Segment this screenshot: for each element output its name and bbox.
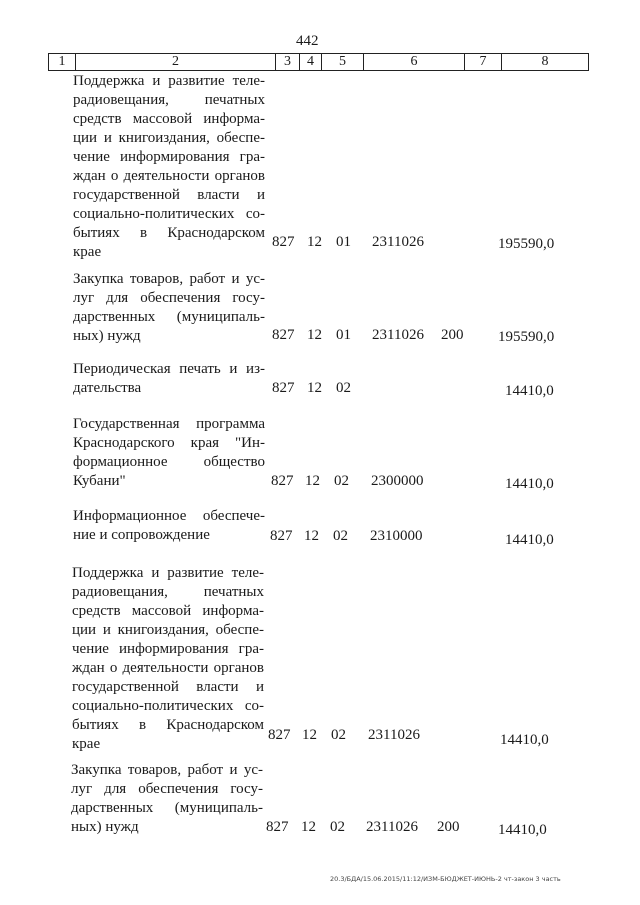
- column-header: 4: [300, 54, 322, 71]
- col-6-value: 2310000: [370, 528, 423, 544]
- row-description: [73, 72, 265, 262]
- col-8-value: 195590,0: [498, 236, 555, 252]
- col-6-value: 2311026: [372, 327, 424, 343]
- col-5-value: 01: [336, 234, 351, 250]
- col-6-value: 2300000: [371, 473, 424, 489]
- desc-line: государственной власти и: [72, 679, 264, 695]
- col-7-value: 200: [437, 819, 460, 835]
- desc-line: крае: [72, 736, 101, 752]
- desc-line: Поддержка и развитие теле-: [73, 73, 265, 89]
- column-header: 6: [364, 54, 465, 71]
- col-4-value: 12: [307, 234, 322, 250]
- col-4-value: 12: [305, 473, 320, 489]
- column-header: 1: [49, 54, 76, 71]
- row-description: [73, 360, 265, 398]
- desc-line: луг для обеспечения госу-: [71, 781, 263, 797]
- col-3-value: 827: [270, 528, 293, 544]
- page-number: 442: [296, 33, 319, 49]
- desc-line: дарственных (муниципаль-: [73, 309, 265, 325]
- desc-line: радиовещания, печатных: [72, 584, 264, 600]
- col-5-value: 02: [334, 473, 349, 489]
- desc-line: формационное общество: [73, 454, 265, 470]
- col-3-value: 827: [266, 819, 289, 835]
- desc-line: ных) нужд: [73, 328, 141, 344]
- col-7-value: 200: [441, 327, 464, 343]
- column-header-row: [48, 53, 589, 71]
- col-6-value: 2311026: [372, 234, 424, 250]
- col-6-value: 2311026: [368, 727, 420, 743]
- desc-line: ждан о деятельности органов: [72, 660, 264, 676]
- desc-line: социально-политических со-: [72, 698, 264, 714]
- col-5-value: 01: [336, 327, 351, 343]
- column-header: 2: [76, 54, 276, 71]
- row-description: [73, 270, 265, 346]
- column-header: 3: [276, 54, 300, 71]
- desc-line: средств массовой информа-: [72, 603, 264, 619]
- col-4-value: 12: [307, 380, 322, 396]
- col-3-value: 827: [271, 473, 294, 489]
- desc-line: государственной власти и: [73, 187, 265, 203]
- col-5-value: 02: [331, 727, 346, 743]
- desc-line: Закупка товаров, работ и ус-: [73, 271, 265, 287]
- desc-line: дательства: [73, 380, 142, 396]
- desc-line: социально-политических со-: [73, 206, 265, 222]
- col-3-value: 827: [272, 327, 295, 343]
- desc-line: дарственных (муниципаль-: [71, 800, 263, 816]
- desc-line: Периодическая печать и из-: [73, 361, 265, 377]
- desc-line: ции и книгоиздания, обеспе-: [73, 130, 265, 146]
- col-4-value: 12: [307, 327, 322, 343]
- desc-line: луг для обеспечения госу-: [73, 290, 265, 306]
- col-4-value: 12: [304, 528, 319, 544]
- col-8-value: 14410,0: [505, 476, 554, 492]
- col-3-value: 827: [268, 727, 291, 743]
- col-3-value: 827: [272, 380, 295, 396]
- col-5-value: 02: [336, 380, 351, 396]
- col-4-value: 12: [302, 727, 317, 743]
- col-8-value: 14410,0: [505, 532, 554, 548]
- desc-line: крае: [73, 244, 102, 260]
- col-8-value: 14410,0: [498, 822, 547, 838]
- desc-line: бытиях в Краснодарском: [73, 225, 265, 241]
- desc-line: Государственная программа: [73, 416, 265, 432]
- desc-line: Поддержка и развитие теле-: [72, 565, 264, 581]
- desc-line: ных) нужд: [71, 819, 139, 835]
- column-header: 8: [502, 54, 589, 71]
- col-3-value: 827: [272, 234, 295, 250]
- desc-line: Краснодарского края "Ин-: [73, 435, 265, 451]
- col-5-value: 02: [333, 528, 348, 544]
- desc-line: бытиях в Краснодарском: [72, 717, 264, 733]
- col-8-value: 14410,0: [500, 732, 549, 748]
- column-header: 7: [465, 54, 502, 71]
- desc-line: ции и книгоиздания, обеспе-: [72, 622, 264, 638]
- desc-line: радиовещания, печатных: [73, 92, 265, 108]
- desc-line: ждан о деятельности органов: [73, 168, 265, 184]
- col-5-value: 02: [330, 819, 345, 835]
- footer-stamp: 20.3/БДА/15.06.2015/11:12/ИЗМ-БЮДЖЕТ-ИЮНЬ-2 чт-закон 3 часть: [330, 875, 561, 883]
- row-description: [71, 761, 263, 837]
- desc-line: Кубани": [73, 473, 126, 489]
- desc-line: Закупка товаров, работ и ус-: [71, 762, 263, 778]
- desc-line: ние и сопровождение: [73, 527, 210, 543]
- desc-line: чение информирования гра-: [73, 149, 265, 165]
- desc-line: средств массовой информа-: [73, 111, 265, 127]
- row-description: [73, 415, 265, 491]
- column-header: 5: [322, 54, 364, 71]
- col-8-value: 195590,0: [498, 329, 555, 345]
- desc-line: Информационное обеспече-: [73, 508, 265, 524]
- col-6-value: 2311026: [366, 819, 418, 835]
- col-4-value: 12: [301, 819, 316, 835]
- row-description: [72, 564, 264, 754]
- col-8-value: 14410,0: [505, 383, 554, 399]
- desc-line: чение информирования гра-: [72, 641, 264, 657]
- row-description: [73, 507, 265, 545]
